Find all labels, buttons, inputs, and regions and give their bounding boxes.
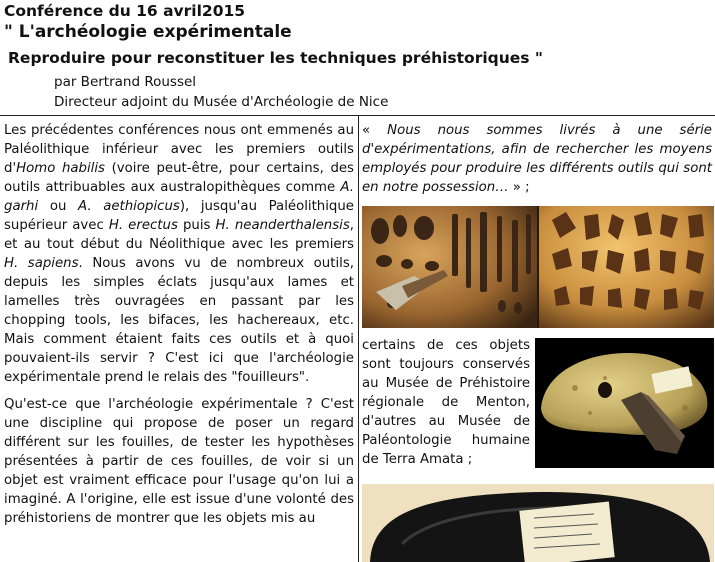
text-span: Les précédentes conférences nous ont emmenés au Paléolithique inférieur avec les premiers outils d' <box>4 123 354 176</box>
text-span: (voire peut-être, pour certains, des outils attribuables aux australopithèques comme <box>4 161 354 195</box>
stone-axe-photo <box>535 338 714 468</box>
text-span: puis <box>177 218 216 233</box>
species-name: H. sapiens <box>4 256 79 271</box>
species-name: H. erectus <box>108 218 178 233</box>
conference-subtitle: Reproduire pour reconstituer les techniques préhistoriques " <box>8 49 544 67</box>
quote-mark: « <box>362 123 388 138</box>
axe-photo-drawing <box>535 338 714 468</box>
polished-stone-photo <box>362 484 714 562</box>
stone-photo-drawing <box>362 484 714 562</box>
intro-paragraph <box>4 121 354 387</box>
column-divider <box>358 115 359 562</box>
species-name: A. aethiopicus <box>78 199 180 214</box>
quote-mark: » ; <box>508 180 530 195</box>
text-span: ), jusqu'au Paléolithique supérieur avec <box>4 199 354 233</box>
tools-photo-drawing <box>362 206 714 328</box>
text-span: , et au tout début du Néolithique avec les premiers <box>4 218 354 252</box>
objects-paragraph: certains de ces objets sont toujours conservés au Musée de Préhistoire régionale de Menton, d'autres au Musée de Paléontologie humaine de Terra Amata ; <box>362 338 530 467</box>
quote-text: Nous nous sommes livrés à une série d'expérimentations, afin de rechercher les moyens employés pour produire les différents outils qui sont en notre possession… <box>362 123 712 195</box>
text-span: . Nous avons vu de nombreux outils, depuis les simples éclats jusqu'aux lames et lamelles très ouvragées en passant par les chopping tools, les bifaces, les hachereaux, etc. Mais comment étaient faits ces outils et à quoi pouvaient-ils servir ? C'est ici que l'archéologie expérimentale prend le relais des "fouilleurs". <box>4 256 354 385</box>
author-line: par Bertrand Roussel <box>54 74 197 90</box>
conference-date: Conférence du 16 avril2015 <box>4 2 246 20</box>
species-name: Homo habilis <box>16 161 105 176</box>
species-name: H. neanderthalensis <box>215 218 350 233</box>
text-span: ou <box>38 199 79 214</box>
quote-paragraph <box>362 121 712 197</box>
definition-paragraph: Qu'est-ce que l'archéologie expérimentale ? C'est une discipline qui propose de poser un regard différent sur les fouilles, de tester les hypothèses présentées à partir de ces fouilles, de voir si un objet est vraiment efficace pour l'usage qu'on lui a imaginé. A l'origine, elle est issue d'une volonté des préhistoriens de montrer que les objets mis au <box>4 397 354 526</box>
left-column <box>4 121 354 536</box>
conference-title: " L'archéologie expérimentale <box>4 22 292 42</box>
species-name: A. garhi <box>4 180 354 214</box>
author-role: Directeur adjoint du Musée d'Archéologie de Nice <box>54 94 389 110</box>
prehistoric-tools-photo <box>362 206 714 328</box>
